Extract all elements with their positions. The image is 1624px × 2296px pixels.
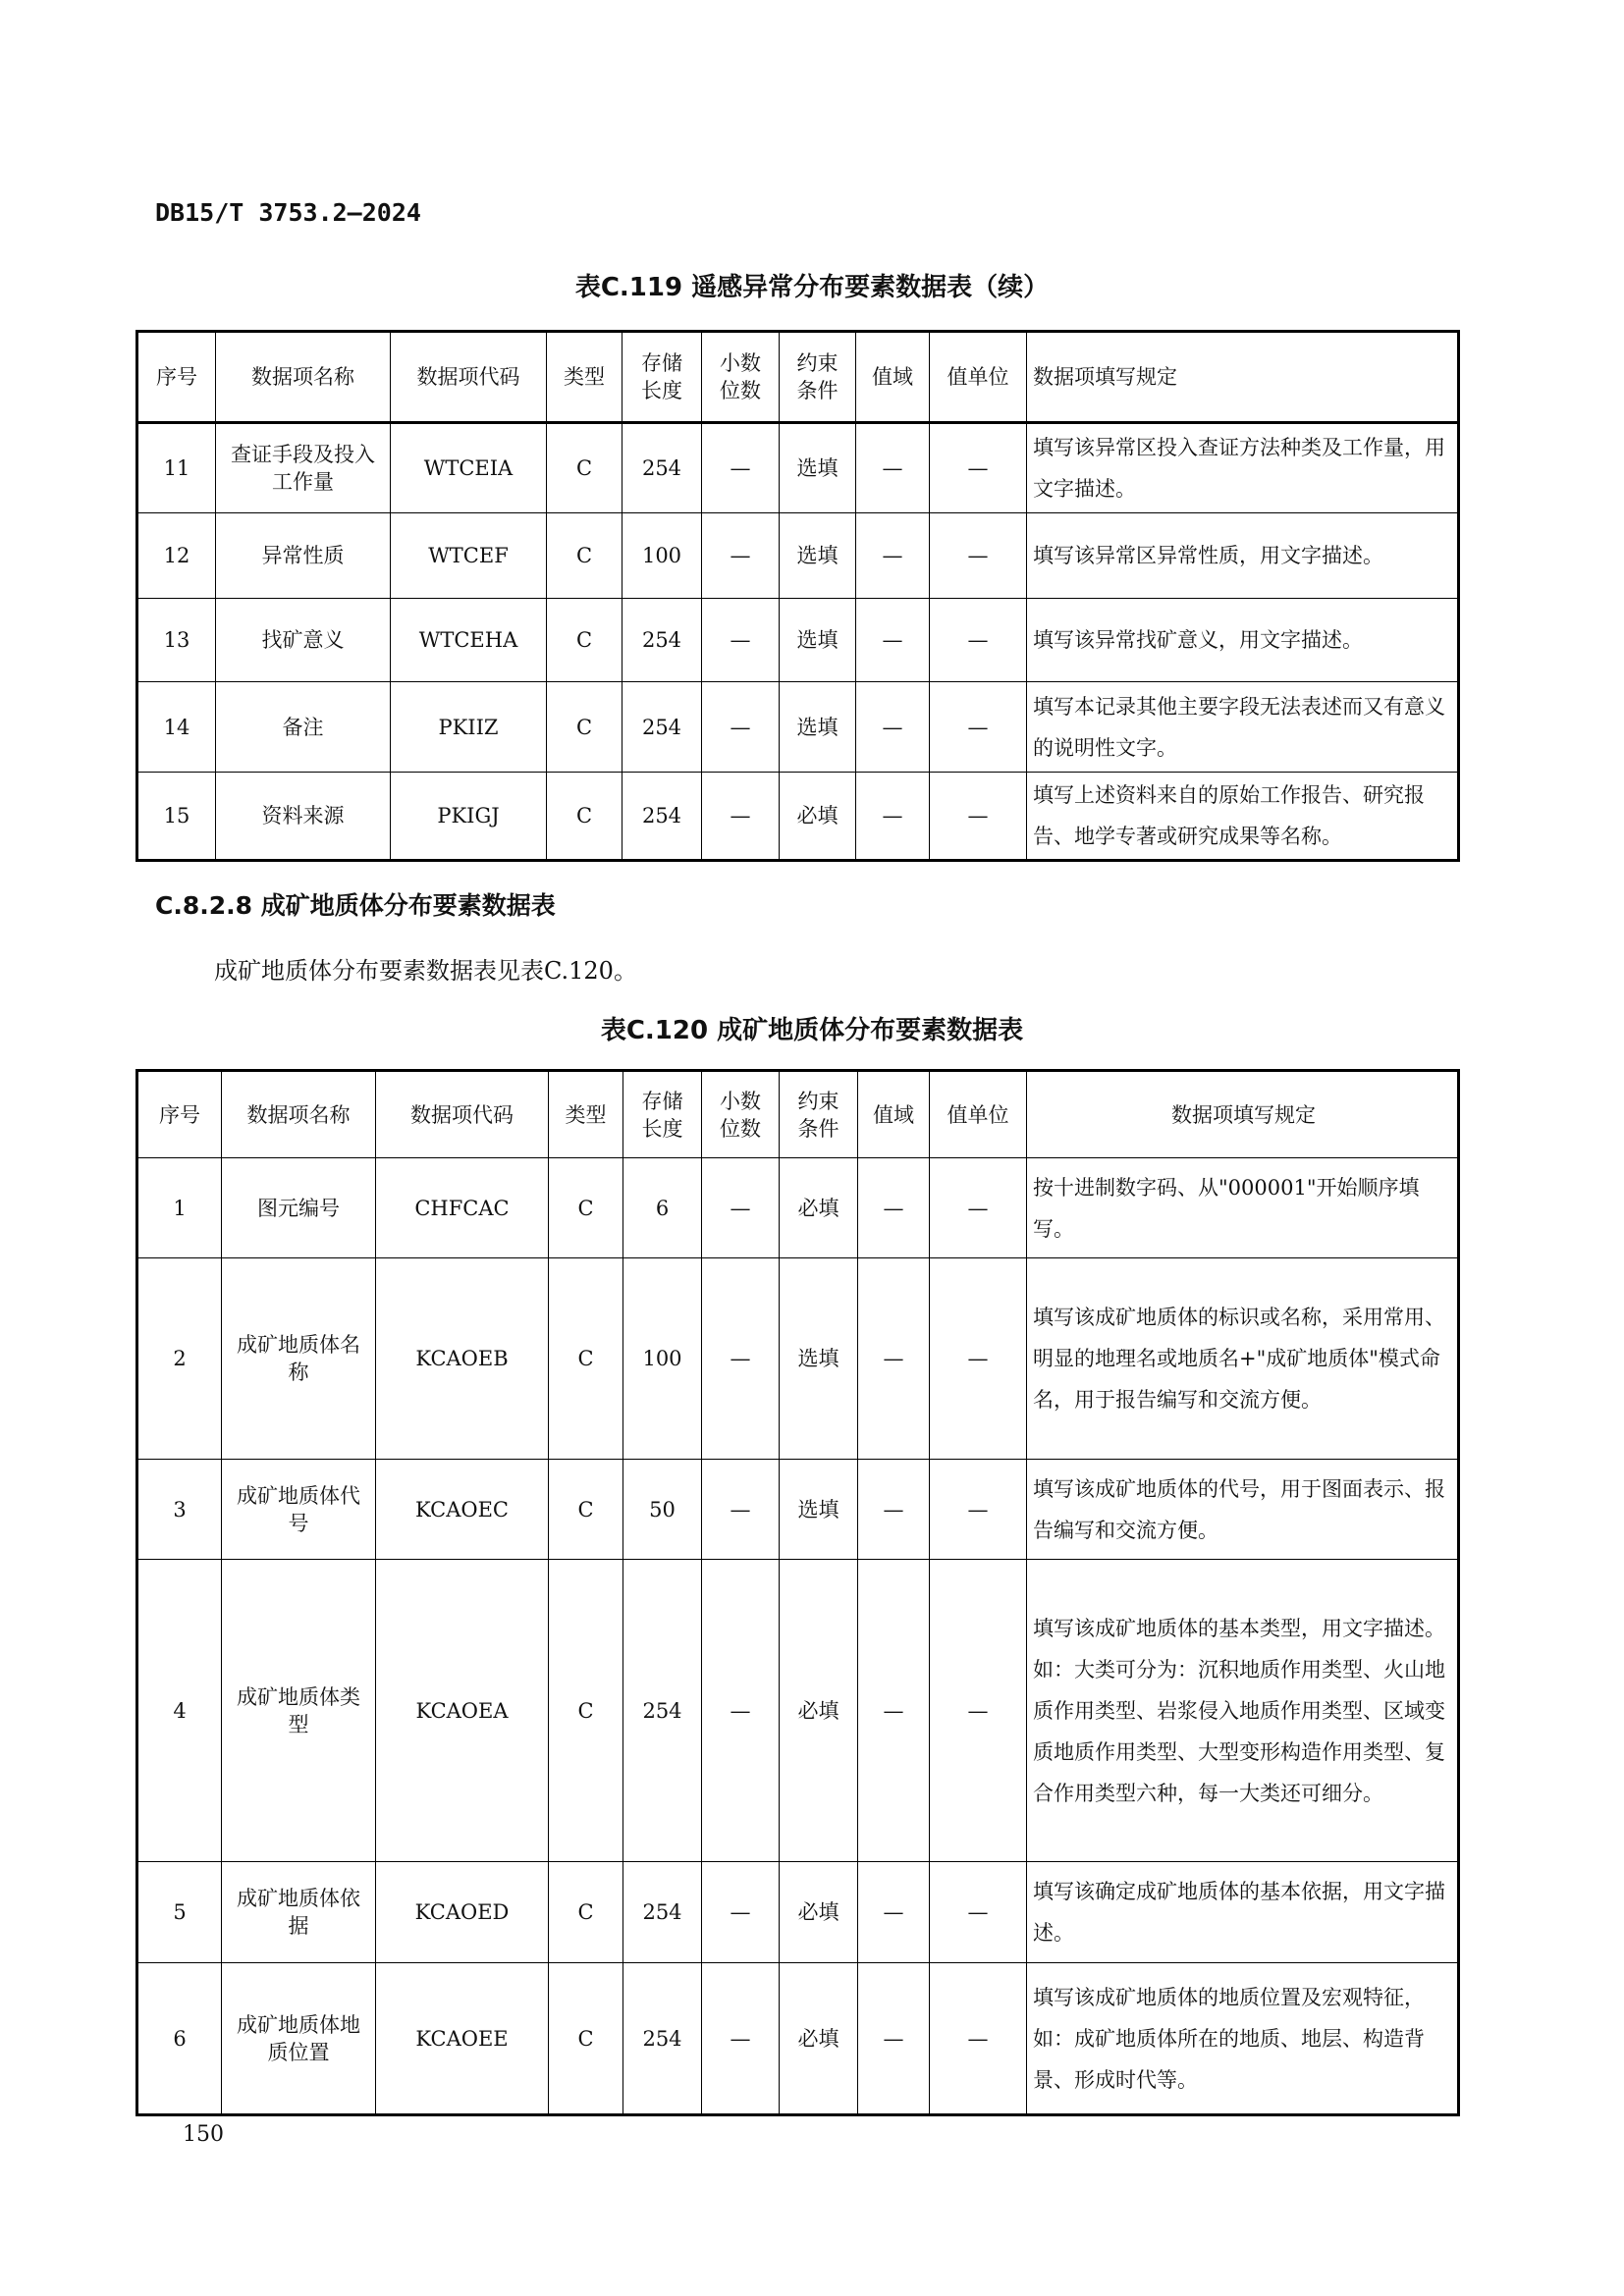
cell-unit: —	[930, 513, 1027, 599]
table-row	[137, 1862, 1459, 1963]
cell-constraint: 选填	[780, 513, 856, 599]
cell-type: C	[547, 773, 623, 861]
table-row	[137, 1560, 1459, 1862]
cell-unit: —	[930, 1258, 1027, 1460]
cell-constraint: 必填	[780, 1158, 858, 1258]
column-header-seq: 序号	[137, 332, 216, 423]
cell-domain: —	[858, 1158, 930, 1258]
table-c119-title: 表C.119 遥感异常分布要素数据表（续）	[574, 273, 1050, 302]
column-header-fill-rule: 数据项填写规定	[1027, 332, 1459, 423]
column-header-constraint: 约束条件	[780, 332, 856, 423]
cell-fill-rule: 填写该异常区异常性质，用文字描述。	[1027, 513, 1459, 599]
cell-length: 100	[623, 1258, 702, 1460]
cell-decimals: —	[702, 599, 780, 682]
cell-seq: 15	[137, 773, 216, 861]
cell-seq: 3	[137, 1460, 222, 1560]
column-header-type: 类型	[549, 1071, 623, 1158]
table-row	[137, 773, 1459, 861]
cell-decimals: —	[702, 1158, 780, 1258]
cell-item-code: PKIIZ	[391, 682, 547, 773]
column-header-fill-rule: 数据项填写规定	[1027, 1071, 1459, 1158]
column-header-item-code: 数据项代码	[391, 332, 547, 423]
table-c120-title: 表C.120 成矿地质体分布要素数据表	[600, 1016, 1024, 1045]
cell-decimals: —	[702, 513, 780, 599]
cell-seq: 14	[137, 682, 216, 773]
cell-item-code: KCAOEE	[376, 1963, 549, 2115]
cell-item-code: WTCEHA	[391, 599, 547, 682]
cell-type: C	[549, 1158, 623, 1258]
column-header-decimals: 小数位数	[702, 1071, 780, 1158]
cell-fill-rule: 填写该成矿地质体的地质位置及宏观特征，如：成矿地质体所在的地质、地层、构造背景、形成时代等。	[1027, 1963, 1459, 2115]
column-header-decimals: 小数位数	[702, 332, 780, 423]
cell-constraint: 必填	[780, 773, 856, 861]
cell-decimals: —	[702, 1258, 780, 1460]
cell-item-name: 成矿地质体类型	[222, 1560, 376, 1862]
cell-seq: 12	[137, 513, 216, 599]
header-row	[137, 1071, 1459, 1158]
cell-unit: —	[930, 423, 1027, 513]
table-row	[137, 1963, 1459, 2115]
table-row	[137, 513, 1459, 599]
cell-decimals: —	[702, 1560, 780, 1862]
cell-fill-rule: 填写该异常找矿意义，用文字描述。	[1027, 599, 1459, 682]
document-id: DB15/T 3753.2—2024	[155, 198, 421, 227]
cell-length: 254	[623, 423, 702, 513]
cell-type: C	[549, 1460, 623, 1560]
table-row	[137, 682, 1459, 773]
cell-type: C	[549, 1963, 623, 2115]
cell-length: 254	[623, 1963, 702, 2115]
cell-length: 254	[623, 1862, 702, 1963]
table-row	[137, 1460, 1459, 1560]
cell-domain: —	[856, 599, 930, 682]
cell-constraint: 必填	[780, 1963, 858, 2115]
cell-constraint: 必填	[780, 1862, 858, 1963]
column-header-unit: 值单位	[930, 1071, 1027, 1158]
cell-type: C	[549, 1862, 623, 1963]
cell-length: 6	[623, 1158, 702, 1258]
cell-unit: —	[930, 1963, 1027, 2115]
cell-item-name: 资料来源	[216, 773, 391, 861]
cell-domain: —	[858, 1560, 930, 1862]
cell-type: C	[547, 423, 623, 513]
column-header-type: 类型	[547, 332, 623, 423]
cell-constraint: 选填	[780, 682, 856, 773]
cell-length: 254	[623, 682, 702, 773]
column-header-length: 存储长度	[623, 1071, 702, 1158]
cell-seq: 5	[137, 1862, 222, 1963]
cell-item-code: KCAOED	[376, 1862, 549, 1963]
cell-seq: 6	[137, 1963, 222, 2115]
cell-item-code: KCAOEC	[376, 1460, 549, 1560]
cell-constraint: 必填	[780, 1560, 858, 1862]
cell-fill-rule: 填写该成矿地质体的基本类型，用文字描述。如：大类可分为：沉积地质作用类型、火山地质作用类型、岩浆侵入地质作用类型、区域变质地质作用类型、大型变形构造作用类型、复合作用类型六种，每一大类还可细分。	[1027, 1560, 1459, 1862]
table-c119	[135, 330, 1460, 862]
cell-length: 254	[623, 1560, 702, 1862]
cell-constraint: 选填	[780, 1258, 858, 1460]
cell-type: C	[549, 1560, 623, 1862]
cell-fill-rule: 填写该成矿地质体的标识或名称，采用常用、明显的地理名或地质名+"成矿地质体"模式命名，用于报告编写和交流方便。	[1027, 1258, 1459, 1460]
cell-type: C	[549, 1258, 623, 1460]
cell-length: 254	[623, 599, 702, 682]
cell-item-name: 找矿意义	[216, 599, 391, 682]
cell-unit: —	[930, 1560, 1027, 1862]
cell-fill-rule: 填写该异常区投入查证方法种类及工作量，用文字描述。	[1027, 423, 1459, 513]
cell-item-code: KCAOEB	[376, 1258, 549, 1460]
cell-unit: —	[930, 1460, 1027, 1560]
cell-domain: —	[856, 773, 930, 861]
table-row	[137, 1158, 1459, 1258]
cell-item-code: CHFCAC	[376, 1158, 549, 1258]
cell-item-code: PKIGJ	[391, 773, 547, 861]
cell-unit: —	[930, 1862, 1027, 1963]
cell-unit: —	[930, 682, 1027, 773]
cell-fill-rule: 填写该成矿地质体的代号，用于图面表示、报告编写和交流方便。	[1027, 1460, 1459, 1560]
cell-item-name: 备注	[216, 682, 391, 773]
cell-domain: —	[858, 1460, 930, 1560]
cell-domain: —	[856, 682, 930, 773]
cell-constraint: 选填	[780, 1460, 858, 1560]
cell-unit: —	[930, 773, 1027, 861]
cell-constraint: 选填	[780, 423, 856, 513]
cell-type: C	[547, 682, 623, 773]
cell-seq: 13	[137, 599, 216, 682]
column-header-item-name: 数据项名称	[222, 1071, 376, 1158]
cell-fill-rule: 按十进制数字码、从"000001"开始顺序填写。	[1027, 1158, 1459, 1258]
section-paragraph: 成矿地质体分布要素数据表见表C.120。	[214, 957, 637, 985]
section-heading: C.8.2.8 成矿地质体分布要素数据表	[155, 891, 556, 920]
cell-item-name: 异常性质	[216, 513, 391, 599]
table-c120	[135, 1069, 1460, 2116]
cell-domain: —	[858, 1258, 930, 1460]
cell-item-name: 成矿地质体名称	[222, 1258, 376, 1460]
column-header-constraint: 约束条件	[780, 1071, 858, 1158]
cell-fill-rule: 填写本记录其他主要字段无法表述而又有意义的说明性文字。	[1027, 682, 1459, 773]
cell-item-name: 成矿地质体依据	[222, 1862, 376, 1963]
cell-item-code: KCAOEA	[376, 1560, 549, 1862]
table-row	[137, 423, 1459, 513]
cell-type: C	[547, 599, 623, 682]
column-header-unit: 值单位	[930, 332, 1027, 423]
cell-fill-rule: 填写上述资料来自的原始工作报告、研究报告、地学专著或研究成果等名称。	[1027, 773, 1459, 861]
cell-domain: —	[858, 1862, 930, 1963]
cell-unit: —	[930, 1158, 1027, 1258]
table-row	[137, 599, 1459, 682]
cell-item-code: WTCEIA	[391, 423, 547, 513]
cell-item-name: 成矿地质体代号	[222, 1460, 376, 1560]
header-row	[137, 332, 1459, 423]
cell-length: 254	[623, 773, 702, 861]
cell-length: 50	[623, 1460, 702, 1560]
cell-constraint: 选填	[780, 599, 856, 682]
cell-seq: 2	[137, 1258, 222, 1460]
cell-decimals: —	[702, 773, 780, 861]
cell-fill-rule: 填写该确定成矿地质体的基本依据，用文字描述。	[1027, 1862, 1459, 1963]
cell-item-name: 图元编号	[222, 1158, 376, 1258]
cell-domain: —	[858, 1963, 930, 2115]
cell-domain: —	[856, 423, 930, 513]
cell-domain: —	[856, 513, 930, 599]
column-header-item-name: 数据项名称	[216, 332, 391, 423]
column-header-length: 存储长度	[623, 332, 702, 423]
column-header-seq: 序号	[137, 1071, 222, 1158]
cell-item-name: 查证手段及投入工作量	[216, 423, 391, 513]
cell-seq: 1	[137, 1158, 222, 1258]
cell-decimals: —	[702, 1963, 780, 2115]
cell-decimals: —	[702, 682, 780, 773]
cell-seq: 11	[137, 423, 216, 513]
column-header-domain: 值域	[856, 332, 930, 423]
cell-decimals: —	[702, 1862, 780, 1963]
cell-item-name: 成矿地质体地质位置	[222, 1963, 376, 2115]
cell-type: C	[547, 513, 623, 599]
cell-length: 100	[623, 513, 702, 599]
cell-decimals: —	[702, 1460, 780, 1560]
page-number: 150	[183, 2122, 224, 2147]
cell-item-code: WTCEF	[391, 513, 547, 599]
table-row	[137, 1258, 1459, 1460]
cell-unit: —	[930, 599, 1027, 682]
cell-decimals: —	[702, 423, 780, 513]
column-header-domain: 值域	[858, 1071, 930, 1158]
cell-seq: 4	[137, 1560, 222, 1862]
column-header-item-code: 数据项代码	[376, 1071, 549, 1158]
